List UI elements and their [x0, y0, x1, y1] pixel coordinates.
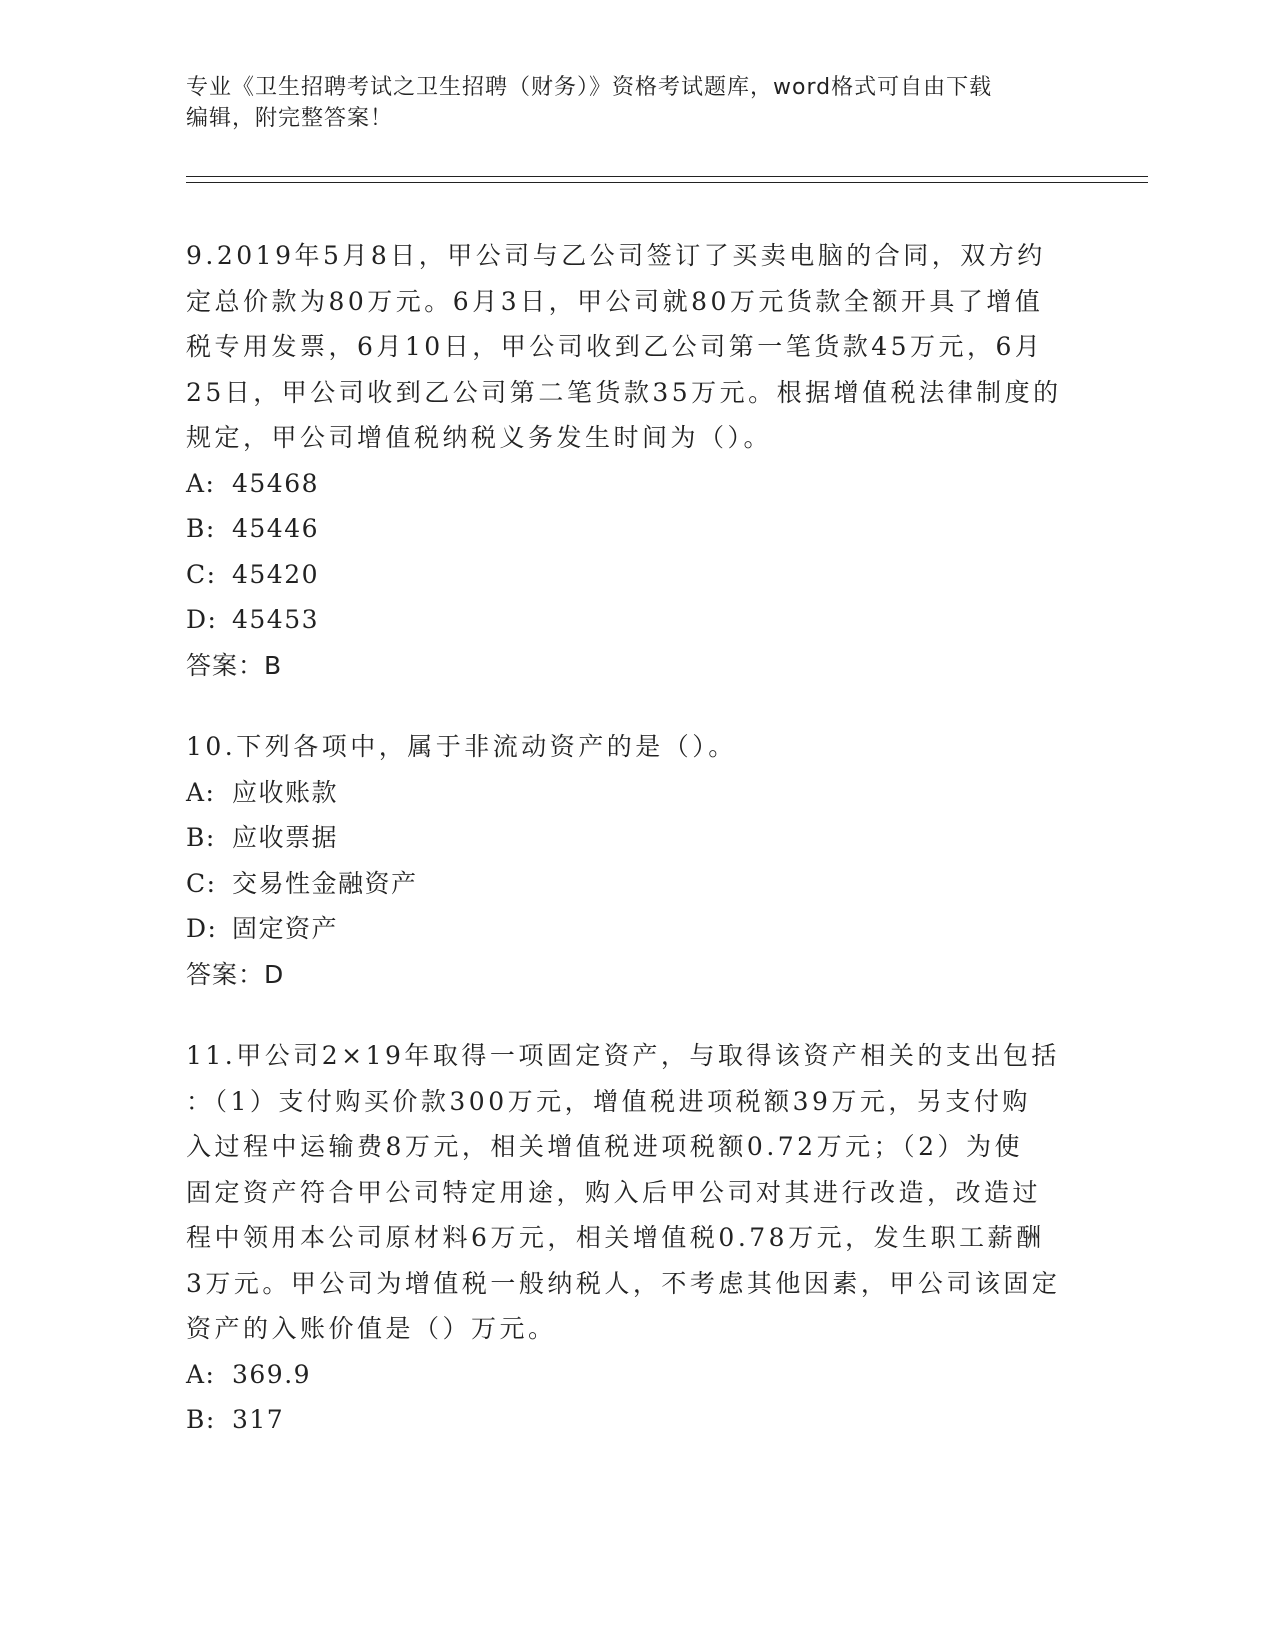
- option-c: [186, 861, 1086, 907]
- document-header: [186, 72, 1066, 134]
- answer-line: 答案：D: [186, 959, 285, 989]
- option-key: B:: [186, 1405, 216, 1434]
- option-key: D:: [186, 914, 218, 943]
- option-a: [186, 461, 1086, 507]
- option-text: 369.9: [232, 1359, 312, 1389]
- option-text: 交易性金融资产: [232, 868, 418, 898]
- option-text: 应收票据: [232, 823, 339, 852]
- header-line-1: 专业《卫生招聘考试之卫生招聘（财务）》资格考试题库，word格式可自由下载: [186, 75, 993, 100]
- option-key: A:: [186, 777, 216, 807]
- option-a: [186, 770, 1086, 816]
- header-divider-top: [186, 176, 1148, 177]
- option-b: [186, 506, 1086, 552]
- option-key: A:: [186, 1359, 216, 1389]
- option-key: A:: [186, 468, 216, 498]
- option-text: 应收账款: [232, 777, 339, 807]
- answer-line: 答案：B: [186, 650, 283, 680]
- option-text: 45420: [232, 559, 320, 589]
- question-stem: 9.2019年5月8日，甲公司与乙公司签订了买卖电脑的合同，双方约 定总价款为80万元。6月3日，甲公司就80万元货款全额开具了增值 税专用发票，6月10日，甲公司收到乙公司第一笔货款45万元，6月 25日，甲公司收到乙公司第二笔货款35万元。根据增值税法律制度的 规定，甲公司增值税纳税义务发生时间为（）。: [186, 241, 1062, 452]
- header-line-2: 编辑，附完整答案！: [186, 106, 394, 131]
- option-text: 317: [232, 1405, 285, 1434]
- option-key: C:: [186, 559, 217, 589]
- option-a: [186, 1352, 1086, 1398]
- option-text: 45453: [232, 605, 320, 634]
- option-b: [186, 1397, 1086, 1443]
- question-11: [186, 1033, 1086, 1443]
- question-list: [186, 233, 1086, 1479]
- option-key: C:: [186, 868, 217, 898]
- question-9: [186, 233, 1086, 688]
- option-key: D:: [186, 605, 218, 634]
- option-d: [186, 906, 1086, 952]
- question-stem: 10.下列各项中，属于非流动资产的是（）。: [186, 732, 737, 761]
- option-key: B:: [186, 823, 216, 852]
- option-d: [186, 597, 1086, 643]
- option-text: 45468: [232, 468, 320, 498]
- question-10: [186, 724, 1086, 997]
- header-divider-bottom: [186, 182, 1148, 183]
- option-text: 45446: [232, 514, 320, 543]
- question-stem: 11.甲公司2×19年取得一项固定资产，与取得该资产相关的支出包括 ：（1）支付购买价款300万元，增值税进项税额39万元，另支付购 入过程中运输费8万元，相关增值税进项税额0.72万元；（2）为使 固定资产符合甲公司特定用途，购入后甲公司对其进行改造，改造过 程中领用本公司原材料6万元，相关增值税0.78万元，发生职工薪酬 3万元。甲公司为增值税一般纳税人，不考虑其他因素，甲公司该固定 资产的入账价值是（）万元。: [186, 1041, 1061, 1343]
- option-key: B:: [186, 514, 216, 543]
- option-text: 固定资产: [232, 914, 339, 943]
- option-b: [186, 815, 1086, 861]
- option-c: [186, 552, 1086, 598]
